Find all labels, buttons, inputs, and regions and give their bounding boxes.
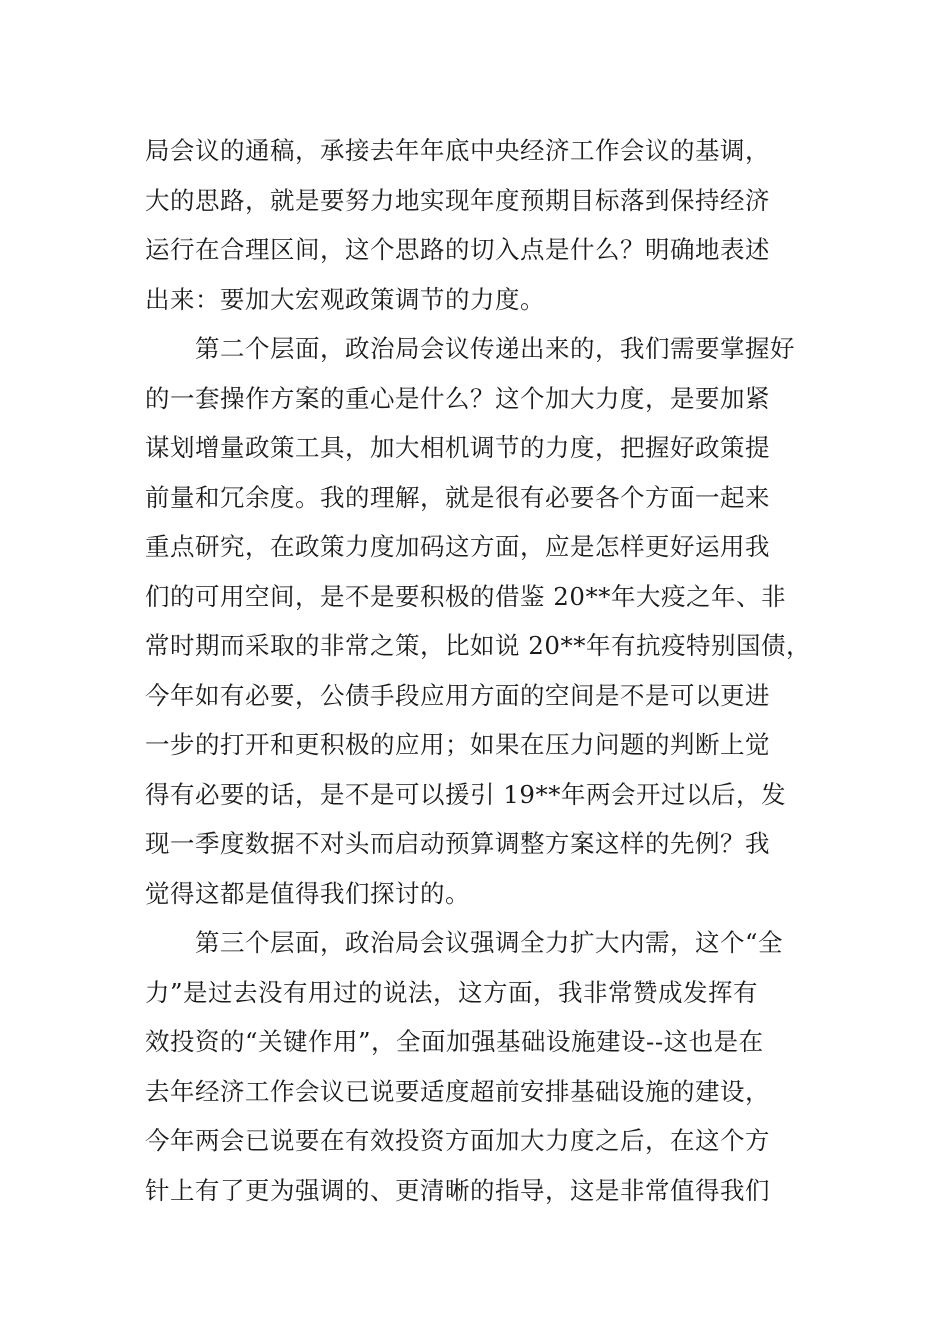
text-line: 运行在合理区间，这个思路的切入点是什么？明确地表述 (145, 235, 770, 264)
text-line: 觉得这都是值得我们探讨的。 (145, 878, 470, 908)
text-line: 今年两会已说要在有效投资方面加大力度之后，在这个方 (145, 1126, 770, 1155)
text-line: 一步的打开和更积极的应用；如果在压力问题的判断上觉 (145, 730, 770, 759)
text-line: 重点研究，在政策力度加码这方面，应是怎样更好运用我 (145, 532, 770, 561)
text-line: 局会议的通稿，承接去年年底中央经济工作会议的基调， (145, 136, 770, 165)
text-line: 现一季度数据不对头而启动预算调整方案这样的先例？我 (145, 829, 770, 858)
text-line: 出来：要加大宏观政策调节的力度。 (145, 284, 545, 314)
body-text (145, 126, 825, 1215)
text-line: 得有必要的话，是不是可以援引 19**年两会开过以后，发 (145, 779, 786, 809)
text-line: 第三个层面，政治局会议强调全力扩大内需，这个“全 (145, 928, 784, 957)
text-line: 去年经济工作会议已说要适度超前安排基础设施的建设， (145, 1076, 770, 1106)
text-line: 前量和冗余度。我的理解，就是很有必要各个方面一起来 (145, 482, 770, 512)
text-line: 针上有了更为强调的、更清晰的指导，这是非常值得我们 (145, 1175, 770, 1205)
text-line: 今年如有必要，公债手段应用方面的空间是不是可以更进 (145, 680, 770, 710)
text-line: 常时期而采取的非常之策，比如说 20**年有抗疫特别国债， (145, 631, 811, 660)
text-line: 效投资的“关键作用”，全面加强基础设施建设--这也是在 (145, 1027, 764, 1056)
text-line: 的一套操作方案的重心是什么？这个加大力度，是要加紧 (145, 383, 770, 413)
text-line: 谋划增量政策工具，加大相机调节的力度，把握好政策提 (145, 433, 770, 462)
text-line: 第二个层面，政治局会议传递出来的，我们需要掌握好 (145, 334, 795, 363)
text-line: 力”是过去没有用过的说法，这方面，我非常赞成发挥有 (145, 977, 759, 1007)
text-line: 大的思路，就是要努力地实现年度预期目标落到保持经济 (145, 185, 770, 215)
text-line: 们的可用空间，是不是要积极的借鉴 20**年大疫之年、非 (145, 581, 786, 611)
